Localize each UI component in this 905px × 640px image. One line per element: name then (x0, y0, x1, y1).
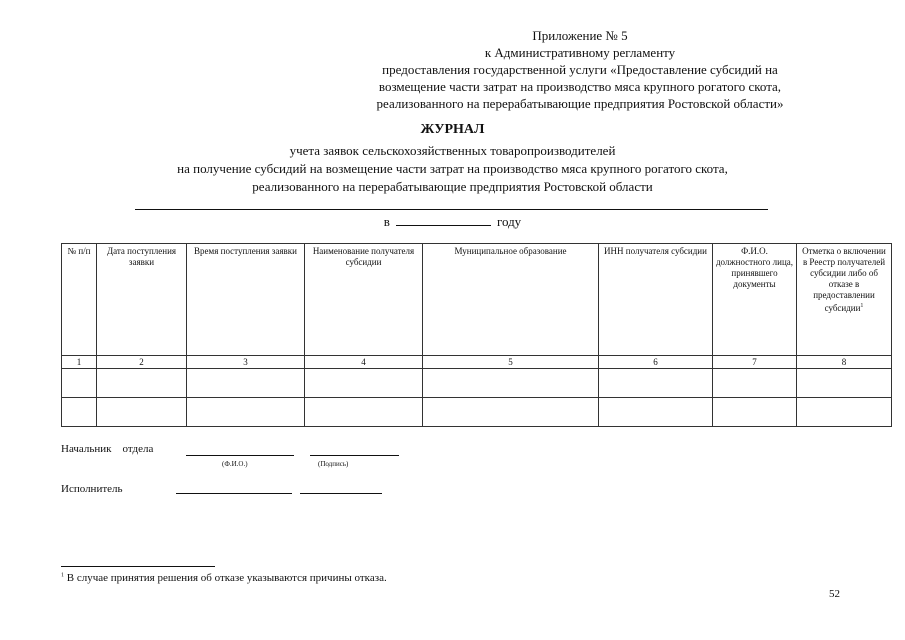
column-header: Муниципальное образование (423, 244, 599, 356)
column-number: 8 (797, 356, 892, 369)
table-cell[interactable] (97, 398, 187, 427)
table-cell[interactable] (423, 398, 599, 427)
column-number: 1 (62, 356, 97, 369)
footnote-mark: 1 (860, 303, 864, 309)
executor-fio-blank-line[interactable] (176, 493, 292, 494)
year-line (0, 214, 905, 230)
column-header-text: Отметка о включении в Реестр получателей субсидии либо об отказе в предоставлении субсидии (802, 246, 886, 313)
table-cell[interactable] (305, 398, 423, 427)
footnote-mark: 1 (61, 572, 64, 579)
column-header (797, 244, 892, 356)
table-cell[interactable] (62, 369, 97, 398)
column-number: 3 (187, 356, 305, 369)
appendix-line: предоставления государственной услуги «Предоставление субсидий на (382, 62, 778, 77)
signature-caption: (Подпись) (318, 460, 349, 468)
journal-subtitle (60, 142, 845, 196)
footnote-text: В случае принятия решения об отказе указываются причины отказа. (64, 572, 387, 584)
head-of-department-label: Начальник отдела (61, 443, 154, 455)
table-row (62, 398, 892, 427)
appendix-line: реализованного на перерабатывающие предприятия Ростовской области» (376, 96, 784, 111)
journal-table (61, 243, 892, 427)
table-cell[interactable] (305, 369, 423, 398)
table-cell[interactable] (797, 398, 892, 427)
column-number: 5 (423, 356, 599, 369)
table-cell[interactable] (97, 369, 187, 398)
appendix-line: возмещение части затрат на производство мяса крупного рогатого скота, (378, 79, 782, 94)
table-cell[interactable] (599, 369, 713, 398)
journal-subtitle-line: реализованного на перерабатывающие предприятия Ростовской области (252, 179, 653, 194)
appendix-header (300, 27, 860, 112)
column-header: ИНН получателя субсидии (599, 244, 713, 356)
table-row (62, 369, 892, 398)
appendix-line: к Административному регламенту (484, 45, 676, 60)
table-cell[interactable] (187, 369, 305, 398)
signature-blank-line[interactable] (310, 455, 399, 456)
column-number: 6 (599, 356, 713, 369)
column-number: 7 (713, 356, 797, 369)
column-header: Время поступления заявки (187, 244, 305, 356)
appendix-line: Приложение № 5 (532, 28, 628, 43)
fio-caption: (Ф.И.О.) (222, 460, 248, 468)
year-prefix: в (383, 214, 390, 229)
page-number: 52 (829, 588, 840, 600)
footnote-separator (61, 566, 215, 567)
column-header: Ф.И.О. должностного лица, принявшего документы (713, 244, 797, 356)
year-blank-field[interactable] (396, 214, 491, 226)
column-header: Дата поступления заявки (97, 244, 187, 356)
table-cell[interactable] (187, 398, 305, 427)
footnote (61, 572, 387, 584)
column-number: 2 (97, 356, 187, 369)
journal-subtitle-line: на получение субсидий на возмещение части затрат на производство мяса крупного рогатого скота, (177, 161, 728, 176)
journal-subtitle-line: учета заявок сельскохозяйственных товаропроизводителей (289, 143, 616, 158)
organization-blank-line (135, 209, 768, 210)
table-cell[interactable] (62, 398, 97, 427)
table-cell[interactable] (423, 369, 599, 398)
table-cell[interactable] (713, 398, 797, 427)
year-suffix: году (496, 214, 522, 229)
column-number: 4 (305, 356, 423, 369)
table-header-row (62, 244, 892, 356)
fio-blank-line[interactable] (186, 455, 294, 456)
table-cell[interactable] (713, 369, 797, 398)
table-cell[interactable] (599, 398, 713, 427)
column-header: № п/п (62, 244, 97, 356)
table-cell[interactable] (797, 369, 892, 398)
column-number-row (62, 356, 892, 369)
column-header: Наименование получателя субсидии (305, 244, 423, 356)
journal-title: ЖУРНАЛ (420, 122, 485, 137)
executor-label: Исполнитель (61, 483, 123, 495)
executor-signature-blank-line[interactable] (300, 493, 382, 494)
